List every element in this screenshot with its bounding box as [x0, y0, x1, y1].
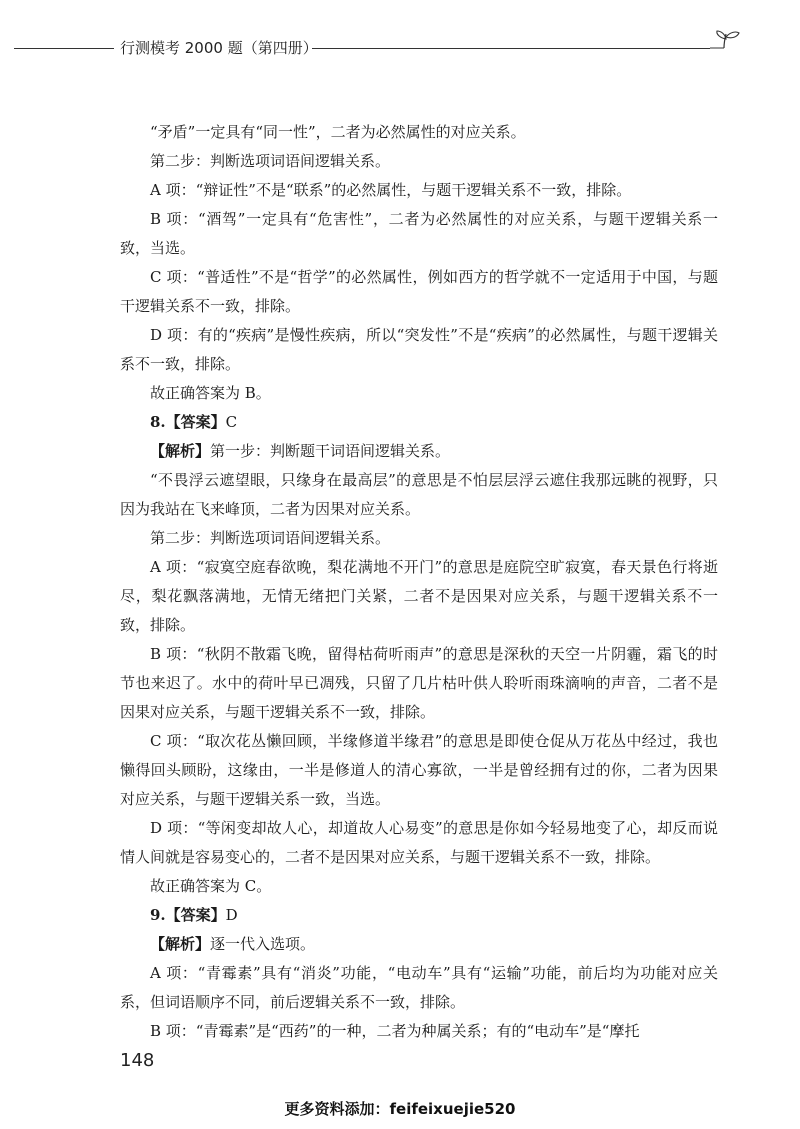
para-text: A 项：“寂寞空庭春欲晚，梨花满地不开门”的意思是庭院空旷寂寞，春天景色行将逝尽，梨花飘落满地，无情无绪把门关紧，二者不是因果对应关系，与题干逻辑关系不一致，排除。 — [120, 558, 718, 634]
para-text: 故正确答案为 B。 — [150, 384, 271, 402]
answer-label: 9.【答案】 — [150, 906, 226, 924]
para-text: “矛盾”一定具有“同一性”，二者为必然属性的对应关系。 — [150, 123, 526, 141]
para-text: B 项：“秋阴不散霜飞晚，留得枯荷听雨声”的意思是深秋的天空一片阴霾，霜飞的时节也来迟了。水中的荷叶早已凋残，只留了几片枯叶供人聆听雨珠滴响的声音，二者不是因果对应关系，与题干逻辑关系不一致，排除。 — [120, 645, 718, 721]
paragraph — [120, 118, 718, 147]
para-text: B 项：“酒驾”一定具有“危害性”，二者为必然属性的对应关系，与题干逻辑关系一致，当选。 — [120, 210, 718, 257]
paragraph — [120, 959, 718, 1017]
answer-value: D — [225, 906, 238, 924]
footer-note: 更多资料添加：feifeixuejie520 — [284, 1100, 516, 1118]
paragraph — [120, 1017, 718, 1046]
para-text: 第二步：判断选项词语间逻辑关系。 — [150, 529, 391, 547]
paragraph — [120, 553, 718, 640]
para-text: 故正确答案为 C。 — [150, 877, 272, 895]
paragraph — [120, 147, 718, 176]
answer-value: C — [225, 413, 238, 431]
para-text: A 项：“辩证性”不是“联系”的必然属性，与题干逻辑关系不一致，排除。 — [150, 181, 632, 199]
header-rule-right — [312, 48, 710, 49]
para-text: 逐一代入选项。 — [210, 935, 316, 953]
page-body — [120, 118, 718, 1046]
para-text: “不畏浮云遮望眼，只缘身在最高层”的意思是不怕层层浮云遮住我那远眺的视野，只因为我站在飞来峰顶，二者为因果对应关系。 — [120, 471, 718, 518]
paragraph — [120, 640, 718, 727]
para-text: A 项：“青霉素”具有“消炎”功能，“电动车”具有“运输”功能，前后均为功能对应关系，但词语顺序不同，前后逻辑关系不一致，排除。 — [120, 964, 718, 1011]
paragraph — [120, 872, 718, 901]
paragraph — [120, 814, 718, 872]
paragraph — [120, 205, 718, 263]
answer-line — [120, 408, 718, 437]
paragraph — [120, 321, 718, 379]
running-header — [14, 36, 786, 60]
para-text: D 项：有的“疾病”是慢性疾病，所以“突发性”不是“疾病”的必然属性，与题干逻辑关系不一致，排除。 — [120, 326, 718, 373]
analysis-label: 【解析】 — [150, 935, 211, 953]
analysis-line — [120, 437, 718, 466]
para-text: D 项：“等闲变却故人心，却道故人心易变”的意思是你如今轻易地变了心，却反而说情人间就是容易变心的，二者不是因果对应关系，与题干逻辑关系不一致，排除。 — [120, 819, 718, 866]
paragraph — [120, 176, 718, 205]
paragraph — [120, 263, 718, 321]
sprout-icon — [708, 30, 742, 60]
analysis-line — [120, 930, 718, 959]
para-text: 第一步：判断题干词语间逻辑关系。 — [210, 442, 451, 460]
para-text: C 项：“取次花丛懒回顾，半缘修道半缘君”的意思是即使仓促从万花丛中经过，我也懒得回头顾盼，这缘由，一半是修道人的清心寡欲，一半是曾经拥有过的你，二者为因果对应关系，与题干逻辑关系一致，当选。 — [120, 732, 718, 808]
paragraph — [120, 379, 718, 408]
para-text: B 项：“青霉素”是“西药”的一种，二者为种属关系；有的“电动车”是“摩托 — [150, 1022, 640, 1040]
paragraph — [120, 466, 718, 524]
paragraph — [120, 727, 718, 814]
answer-line — [120, 901, 718, 930]
paragraph — [120, 524, 718, 553]
header-title: 行测模考 2000 题（第四册） — [120, 39, 318, 57]
answer-label: 8.【答案】 — [150, 413, 226, 431]
para-text: C 项：“普适性”不是“哲学”的必然属性，例如西方的哲学就不一定适用于中国，与题干逻辑关系不一致，排除。 — [120, 268, 718, 315]
header-rule-left — [14, 48, 114, 49]
analysis-label: 【解析】 — [150, 442, 211, 460]
page-number: 148 — [120, 1050, 155, 1071]
para-text: 第二步：判断选项词语间逻辑关系。 — [150, 152, 391, 170]
